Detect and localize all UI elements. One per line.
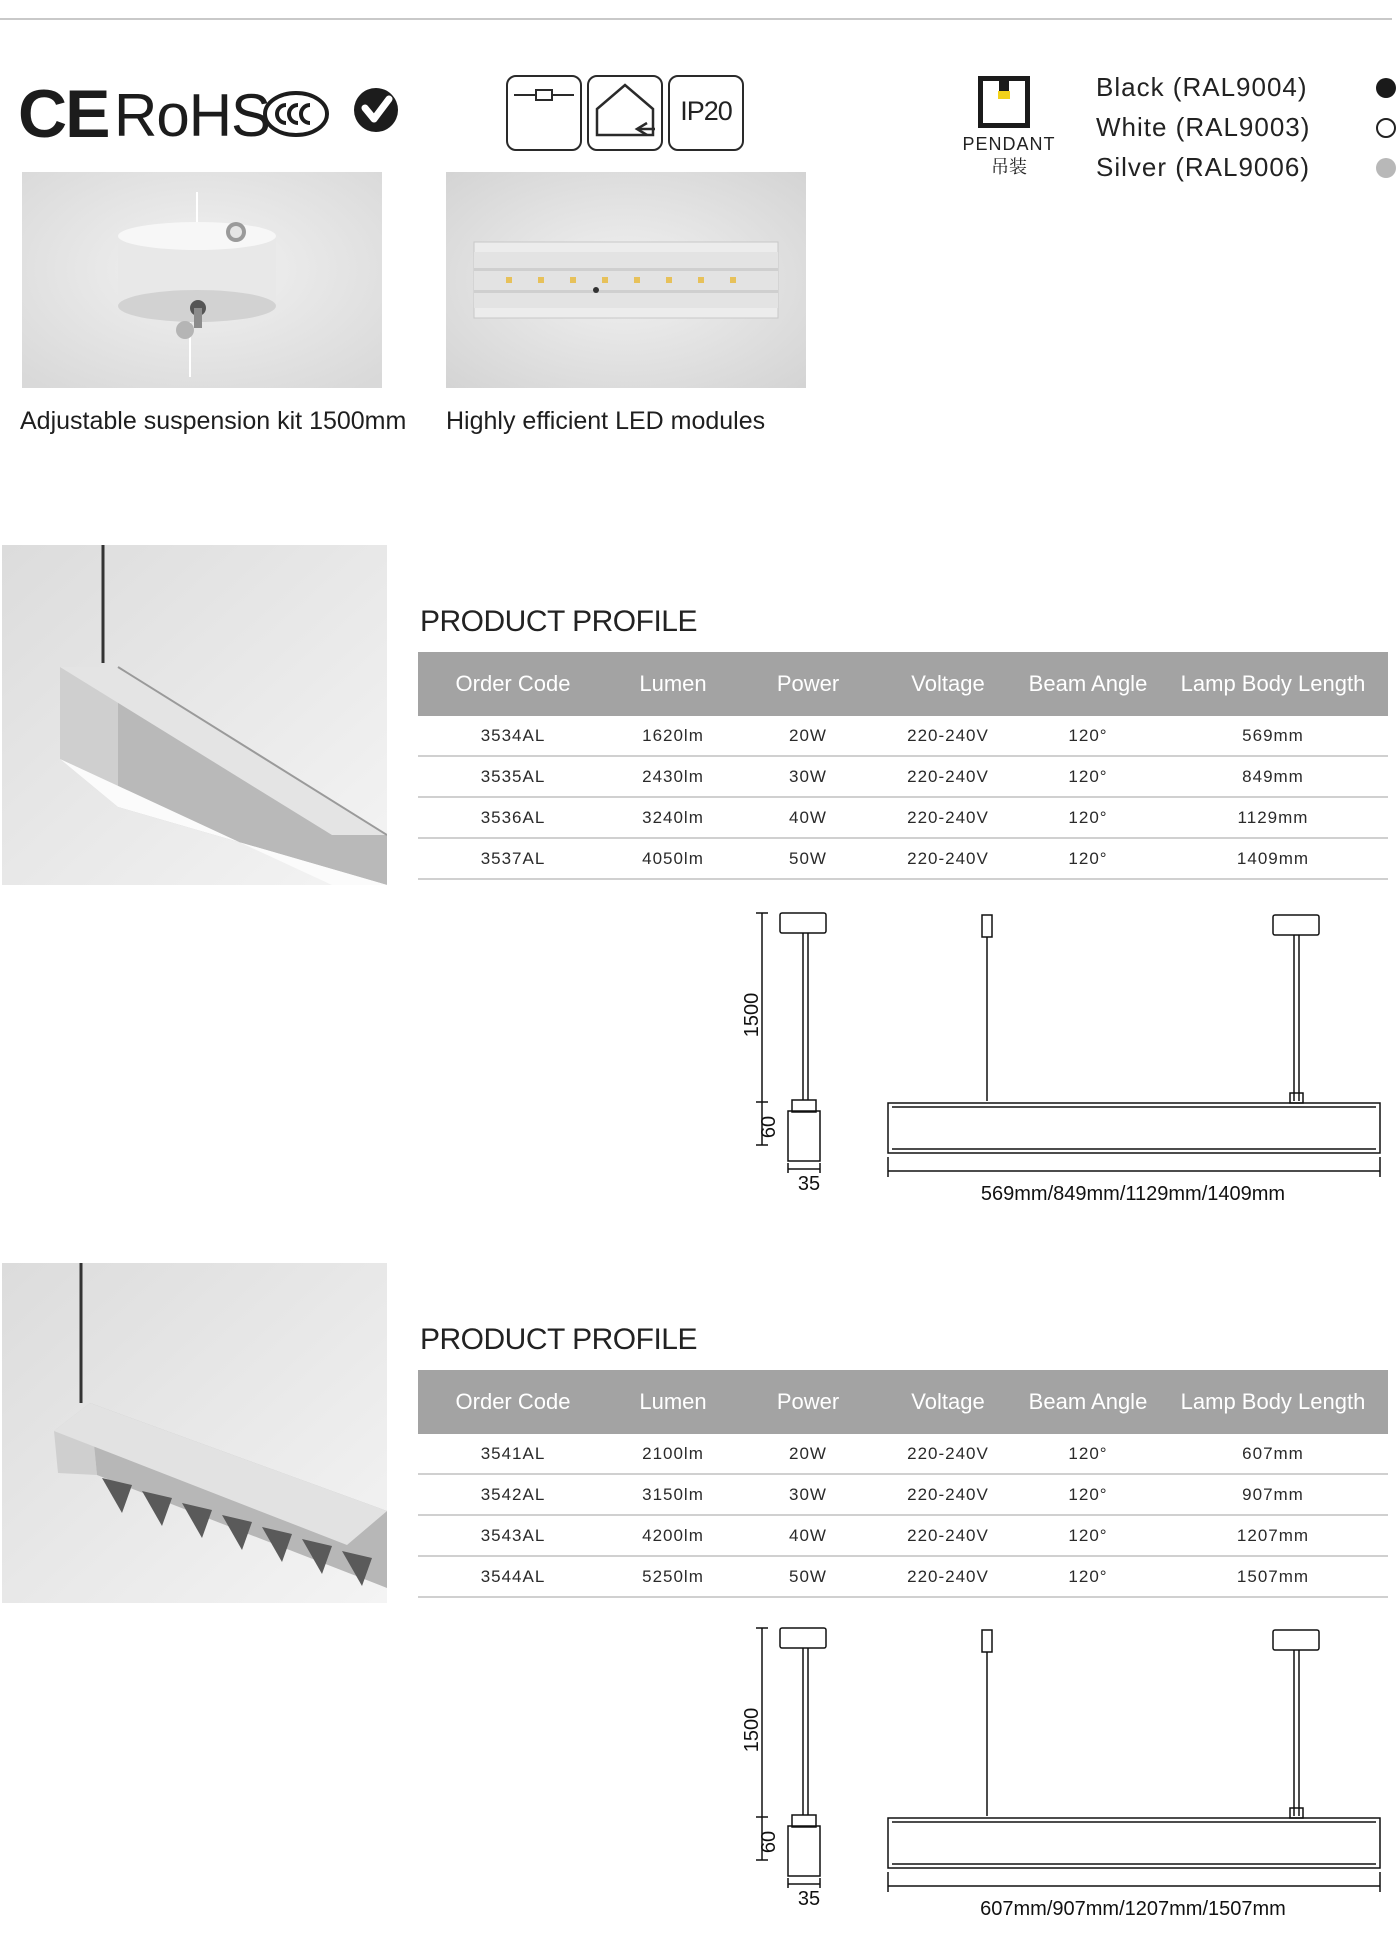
dim-width: 35	[797, 1888, 821, 1910]
spec-table-1	[418, 652, 1388, 880]
lumen: 3240lm	[608, 797, 738, 838]
power: 20W	[738, 716, 878, 756]
color-swatch-black	[1376, 78, 1396, 98]
driver-box-icon	[506, 75, 582, 151]
product-photo-1	[2, 545, 387, 885]
table-row	[418, 1515, 1388, 1556]
color-name: Silver (RAL9006)	[1096, 152, 1310, 182]
power: 30W	[738, 756, 878, 797]
ip-rating-label: IP20	[680, 96, 732, 126]
order-code: 3536AL	[418, 797, 608, 838]
v-check-mark-icon	[352, 86, 400, 134]
order-code: 3537AL	[418, 838, 608, 879]
power: 50W	[738, 838, 878, 879]
table-row	[418, 838, 1388, 879]
color-option-black	[1096, 70, 1346, 104]
power: 50W	[738, 1556, 878, 1597]
spec-table-2	[418, 1370, 1388, 1598]
voltage: 220-240V	[878, 1474, 1018, 1515]
product-profile-title-2: PRODUCT PROFILE	[420, 1323, 697, 1356]
color-swatch-silver	[1376, 158, 1396, 178]
power: 20W	[738, 1434, 878, 1474]
pendant-label: PENDANT	[962, 134, 1056, 154]
beam-angle: 120°	[1018, 1474, 1158, 1515]
order-code: 3544AL	[418, 1556, 608, 1597]
dimension-drawing-2	[730, 1620, 1390, 1930]
beam-angle: 120°	[1018, 797, 1158, 838]
product-photo-2	[2, 1263, 387, 1603]
top-divider	[0, 18, 1392, 20]
led-module-caption: Highly efficient LED modules	[446, 407, 766, 435]
col-order-code: Order Code	[418, 652, 608, 716]
col-beam-angle: Beam Angle	[1018, 652, 1158, 716]
beam-angle: 120°	[1018, 716, 1158, 756]
col-lumen: Lumen	[608, 652, 738, 716]
dim-width: 35	[797, 1173, 821, 1195]
lumen: 3150lm	[608, 1474, 738, 1515]
power: 30W	[738, 1474, 878, 1515]
beam-angle: 120°	[1018, 1515, 1158, 1556]
table-header-row	[418, 1370, 1388, 1434]
beam-angle: 120°	[1018, 1434, 1158, 1474]
table-row	[418, 1556, 1388, 1597]
power: 40W	[738, 797, 878, 838]
order-code: 3541AL	[418, 1434, 608, 1474]
lumen: 2100lm	[608, 1434, 738, 1474]
pendant-mount-icon	[978, 76, 1030, 128]
col-lamp-body-length: Lamp Body Length	[1158, 652, 1388, 716]
color-option-silver	[1096, 150, 1346, 184]
voltage: 220-240V	[878, 1515, 1018, 1556]
lamp-body-length: 849mm	[1158, 756, 1388, 797]
table-row	[418, 756, 1388, 797]
power: 40W	[738, 1515, 878, 1556]
lumen: 2430lm	[608, 756, 738, 797]
col-power: Power	[738, 652, 878, 716]
dim-height: 60	[758, 1115, 780, 1139]
lumen: 5250lm	[608, 1556, 738, 1597]
suspension-kit-caption: Adjustable suspension kit 1500mm	[20, 407, 407, 435]
lamp-body-length: 1207mm	[1158, 1515, 1388, 1556]
col-order-code: Order Code	[418, 1370, 608, 1434]
lamp-body-length: 907mm	[1158, 1474, 1388, 1515]
lamp-body-length: 607mm	[1158, 1434, 1388, 1474]
col-voltage: Voltage	[878, 1370, 1018, 1434]
col-beam-angle: Beam Angle	[1018, 1370, 1158, 1434]
order-code: 3542AL	[418, 1474, 608, 1515]
dim-height: 60	[758, 1830, 780, 1854]
dim-suspension: 1500	[741, 992, 763, 1038]
suspension-kit-photo	[22, 172, 382, 388]
dim-lengths: 607mm/907mm/1207mm/1507mm	[980, 1898, 1286, 1920]
col-lamp-body-length: Lamp Body Length	[1158, 1370, 1388, 1434]
table-row	[418, 716, 1388, 756]
order-code: 3534AL	[418, 716, 608, 756]
lumen: 1620lm	[608, 716, 738, 756]
rohs-mark: RoHS	[114, 82, 271, 149]
voltage: 220-240V	[878, 1434, 1018, 1474]
voltage: 220-240V	[878, 716, 1018, 756]
color-option-white	[1096, 110, 1346, 144]
lamp-body-length: 569mm	[1158, 716, 1388, 756]
beam-angle: 120°	[1018, 756, 1158, 797]
dimension-drawing-1	[730, 905, 1390, 1215]
ip-rating-icon	[668, 75, 744, 151]
voltage: 220-240V	[878, 756, 1018, 797]
lumen: 4200lm	[608, 1515, 738, 1556]
voltage: 220-240V	[878, 797, 1018, 838]
dim-suspension: 1500	[741, 1707, 763, 1753]
col-lumen: Lumen	[608, 1370, 738, 1434]
lamp-body-length: 1129mm	[1158, 797, 1388, 838]
lamp-body-length: 1409mm	[1158, 838, 1388, 879]
table-header-row	[418, 652, 1388, 716]
voltage: 220-240V	[878, 1556, 1018, 1597]
table-row	[418, 1434, 1388, 1474]
color-name: White (RAL9003)	[1096, 112, 1311, 142]
col-voltage: Voltage	[878, 652, 1018, 716]
ccc-mark-icon	[262, 90, 330, 138]
product-profile-title-1: PRODUCT PROFILE	[420, 605, 697, 638]
led-module-photo	[446, 172, 806, 388]
pendant-label-cn: 吊装	[991, 157, 1027, 177]
table-row	[418, 797, 1388, 838]
table-row	[418, 1474, 1388, 1515]
dim-lengths: 569mm/849mm/1129mm/1409mm	[980, 1183, 1286, 1205]
beam-angle: 120°	[1018, 838, 1158, 879]
beam-angle: 120°	[1018, 1556, 1158, 1597]
lamp-body-length: 1507mm	[1158, 1556, 1388, 1597]
order-code: 3535AL	[418, 756, 608, 797]
color-name: Black (RAL9004)	[1096, 72, 1308, 102]
voltage: 220-240V	[878, 838, 1018, 879]
ce-mark: CE	[18, 76, 109, 152]
col-power: Power	[738, 1370, 878, 1434]
color-swatch-white	[1376, 118, 1396, 138]
order-code: 3543AL	[418, 1515, 608, 1556]
lumen: 4050lm	[608, 838, 738, 879]
indoor-house-icon	[587, 75, 663, 151]
